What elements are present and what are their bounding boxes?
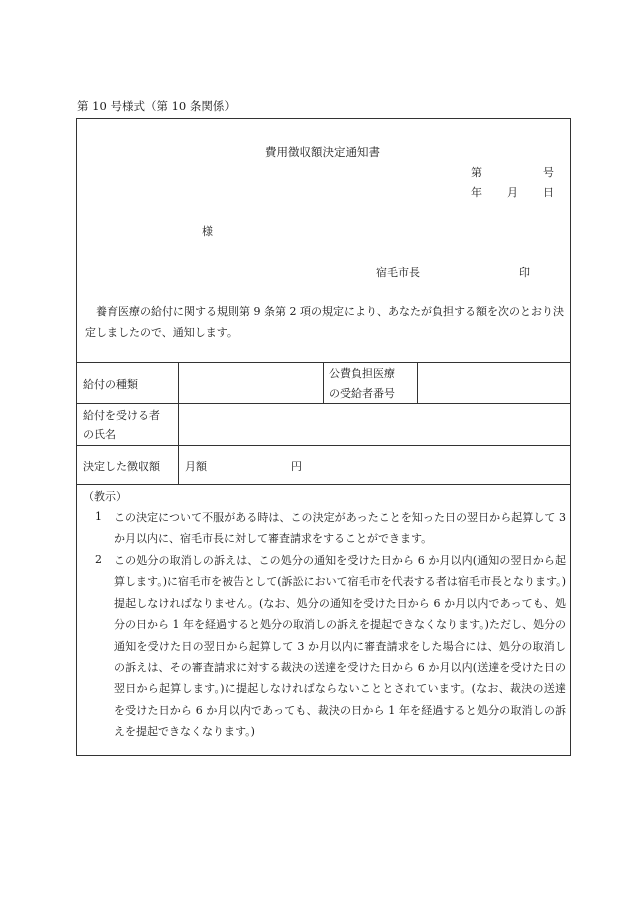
- number-suffix: 号: [543, 166, 554, 179]
- recipient-number-label-line1: 公費負担医療: [329, 367, 395, 380]
- notice-form-frame: [76, 118, 571, 756]
- instruction-2-number: 2: [95, 553, 102, 566]
- table-mid-divider: [323, 362, 324, 403]
- number-prefix: 第: [471, 166, 482, 179]
- table-row-divider-2: [77, 445, 570, 446]
- date-year: 年: [471, 186, 482, 199]
- issuer-name: 宿毛市長: [376, 266, 420, 279]
- collection-amount-label: 決定した徴収額: [83, 460, 160, 473]
- monthly-amount-label: 月額: [185, 460, 207, 473]
- instructions-heading: （教示）: [83, 490, 127, 503]
- seal-mark: 印: [519, 266, 530, 279]
- beneficiary-name-label-line1: 給付を受ける者: [83, 409, 160, 422]
- table-row-divider-1: [77, 403, 570, 404]
- date-day: 日: [543, 186, 554, 199]
- addressee-suffix: 様: [202, 225, 213, 238]
- instruction-1-number: 1: [95, 510, 102, 523]
- table-mid-divider-2: [417, 362, 418, 403]
- recipient-number-label-line2: の受給者番号: [329, 387, 395, 400]
- notice-body-text: 養育医療の給付に関する規則第 9 条第 2 項の規定により、あなたが負担する額を次のとおり決定しましたので、通知します。: [85, 305, 564, 339]
- instruction-1-text: この決定について不服がある時は、この決定があったことを知った日の翌日から起算して 3 か月以内に、宿毛市長に対して審査請求をすることができます。: [114, 511, 566, 546]
- date-month: 月: [507, 186, 518, 199]
- document-title: 費用徴収額決定通知書: [265, 145, 380, 159]
- form-number-label: 第 10 号様式（第 10 条関係）: [77, 99, 236, 113]
- benefit-type-label: 給付の種類: [83, 378, 138, 391]
- table-bottom-border: [77, 484, 570, 485]
- table-label-column-divider: [178, 362, 179, 484]
- beneficiary-name-label-line2: の氏名: [83, 428, 116, 441]
- instruction-2-text: この処分の取消しの訴えは、この処分の通知を受けた日から 6 か月以内(通知の翌日から起算します。)に宿毛市を被告として(訴訟において宿毛市を代表する者は宿毛市長となります。)提起しなければなりません。(なお、処分の通知を受けた日から 6 か月以内であっても、処分の日から 1 年を経過すると処分の取消しの訴えを提起できなくなります。)ただし、処分の通知を受けた日の翌日から起算して 3 か月以内に審査請求をした場合には、処分の取消しの訴えは、その審査請求に対する裁決の送達を受けた日から 6 か月以内(送達を受けた日の翌日から起算します。)に提起しなければならないこととされています。(なお、裁決の送達を受けた日から 6 か月以内であっても、裁決の日から 1 年を経過すると処分の取消しの訴えを提起できなくなります。): [114, 554, 566, 739]
- yen-unit: 円: [291, 460, 302, 473]
